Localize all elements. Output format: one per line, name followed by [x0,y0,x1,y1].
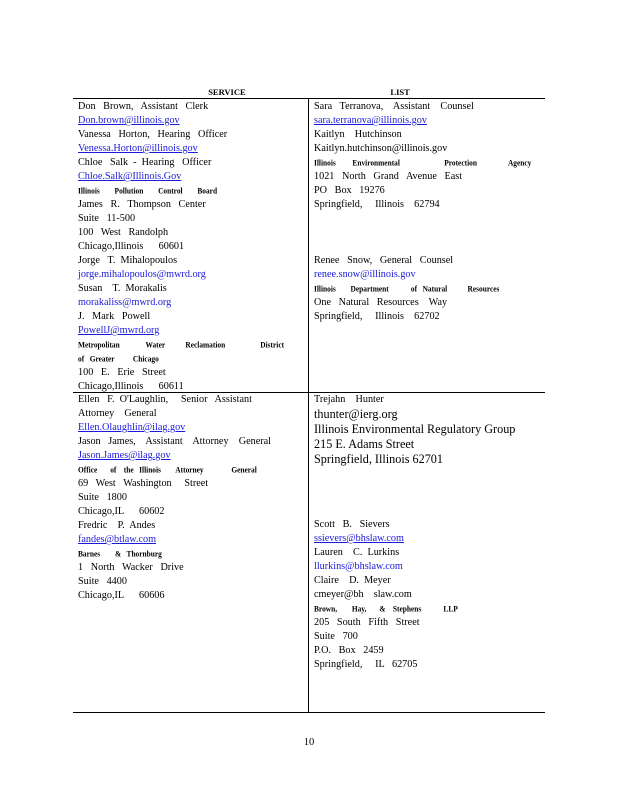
page-number: 10 [303,737,315,748]
contact-line: 100 E. Erie Street [78,367,166,378]
contact-line: Suite 4400 [78,576,127,587]
contact-line: Renee Snow, General Counsel [314,255,454,266]
contact-line: James R. Thompson Center [78,199,206,210]
table-top-rule [73,98,545,99]
contact-line: 100 West Randolph [78,227,169,238]
contact-line: Claire D. Meyer [314,575,391,586]
contact-line: Suite 1800 [78,492,127,503]
organization-name: Illinois Environmental Protection Agency [314,157,532,168]
contact-line: 205 South Fifth Street [314,617,420,628]
contact-line: Scott B. Sievers [314,519,390,530]
contact-line: thunter@ierg.org [314,407,398,421]
contact-line [314,212,531,226]
contact-line: Illinois Environmental Regulatory Group [314,422,516,436]
email-link[interactable]: Jason.James@ilag.gov [78,450,171,461]
service-cell-bottom-right-top [314,393,515,467]
page-title: SERVICE LIST [208,87,410,97]
contact-line: Springfield, Illinois 62702 [314,311,440,322]
organization-name: Brown, Hay, & Stephens LLP [314,603,458,614]
contact-line: 1021 North Grand Avenue East [314,171,463,182]
contact-line: Sara Terranova, Assistant Counsel [314,101,474,112]
contact-line: cmeyer@bh slaw.com [314,589,412,600]
contact-line: Chicago,Illinois 60601 [78,241,185,252]
service-cell-bottom-left [78,393,271,603]
contact-line: J. Mark Powell [78,311,151,322]
email-link[interactable]: ssievers@bhslaw.com [314,533,404,544]
contact-line: Fredric P. Andes [78,520,156,531]
contact-line: P.O. Box 2459 [314,645,384,656]
email-text[interactable]: llurkins@bhslaw.com [314,561,403,572]
contact-line: 1 North Wacker Drive [78,562,184,573]
contact-line [314,226,531,240]
contact-line: Chicago,Illinois 60611 [78,381,184,392]
contact-line: Springfield, Illinois 62794 [314,199,440,210]
contact-line: Springfield, Illinois 62701 [314,452,443,466]
service-cell-top-right [314,100,531,324]
organization-name: of Greater Chicago [78,353,159,364]
service-cell-bottom-right [314,518,458,672]
organization-name: Metropolitan Water Reclamation District [78,339,285,350]
contact-line: Springfield, IL 62705 [314,659,418,670]
organization-name: Barnes & Thornburg [78,548,162,559]
table-column-divider [308,98,309,712]
email-link[interactable]: PowellJ@mwrd.org [78,325,160,336]
email-link[interactable]: Don.brown@illinois.gov [78,115,180,126]
contact-line: Don Brown, Assistant Clerk [78,101,209,112]
email-link[interactable]: Ellen.Olaughlin@ilag.gov [78,422,186,433]
contact-line: Lauren C. Lurkins [314,547,400,558]
table-bottom-rule [73,712,545,713]
email-text[interactable]: morakaliss@mwrd.org [78,297,172,308]
contact-line: Kaitlyn Hutchinson [314,129,402,140]
email-link[interactable]: sara.terranova@illinois.gov [314,115,427,126]
contact-line: Trejahn Hunter [314,394,384,405]
contact-line [314,240,531,254]
email-text[interactable]: jorge.mihalopoulos@mwrd.org [78,269,206,280]
organization-name: Illinois Department of Natural Resources [314,283,500,294]
contact-line: One Natural Resources Way [314,297,448,308]
contact-line: Suite 11-500 [78,213,136,224]
contact-line: PO Box 19276 [314,185,385,196]
contact-line: Chicago,IL 60606 [78,590,165,601]
email-text[interactable]: renee.snow@illinois.gov [314,269,416,280]
contact-line: Vanessa Horton, Hearing Officer [78,129,228,140]
email-link[interactable]: Chloe.Salk@Illinois.Gov [78,171,182,182]
contact-line: Suite 700 [314,631,358,642]
contact-line: Attorney General [78,408,157,419]
contact-line: Susan T. Morakalis [78,283,167,294]
contact-line: Chicago,IL 60602 [78,506,165,517]
contact-line: Jorge T. Mihalopoulos [78,255,178,266]
organization-name: Illinois Pollution Control Board [78,185,218,196]
contact-line: Kaitlyn.hutchinson@illinois.gov [314,143,448,154]
organization-name: Office of the Illinois Attorney General [78,464,257,475]
contact-line: 215 E. Adams Street [314,437,415,451]
contact-line: 69 West Washington Street [78,478,209,489]
contact-line: Jason James, Assistant Attorney General [78,436,271,447]
contact-line: Chloe Salk - Hearing Officer [78,157,212,168]
contact-line: Ellen F. O'Laughlin, Senior Assistant [78,394,252,405]
email-link[interactable]: fandes@btlaw.com [78,534,157,545]
service-cell-top-left [78,100,284,394]
email-link[interactable]: Venessa.Horton@illinois.gov [78,143,198,154]
